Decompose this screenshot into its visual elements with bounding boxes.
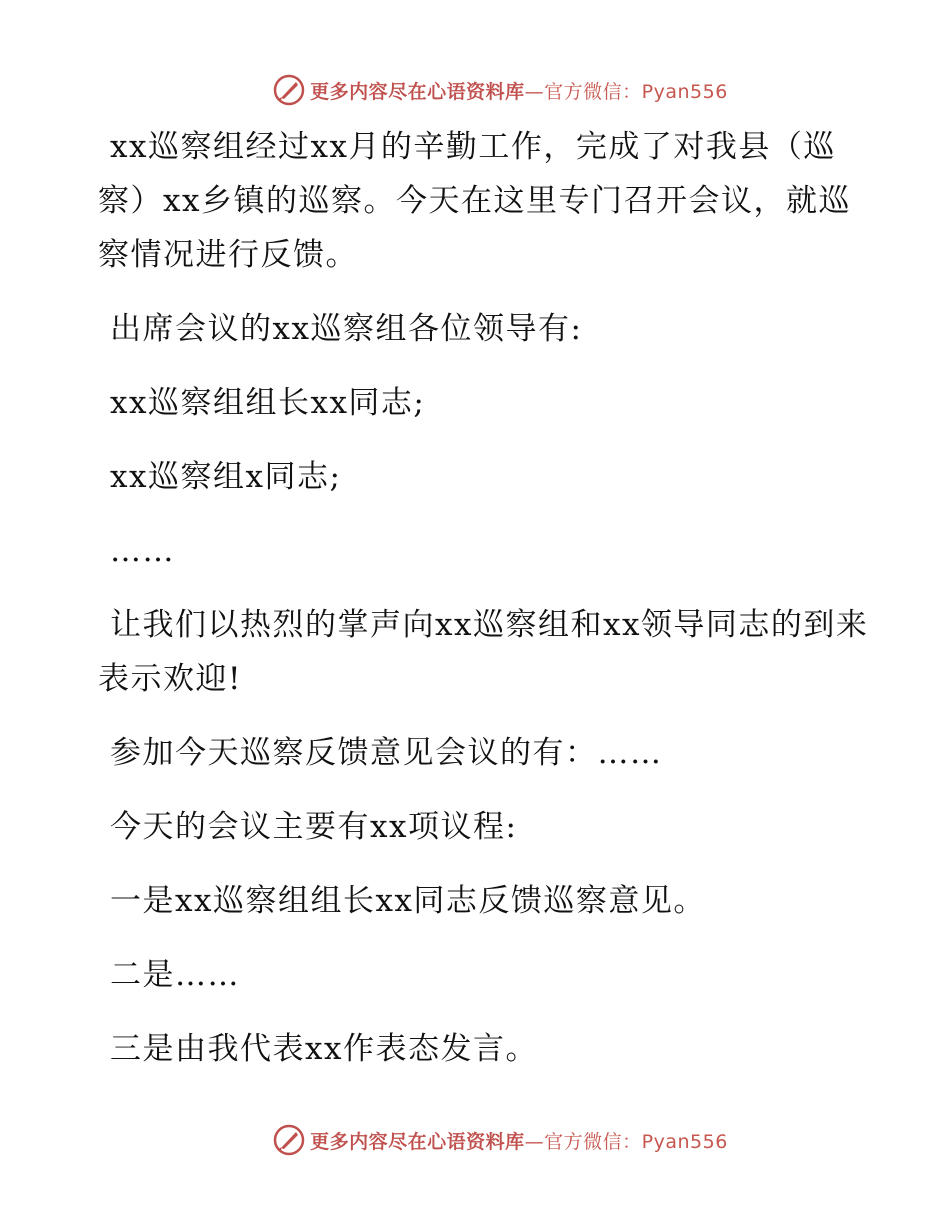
header-brand <box>310 77 728 104</box>
paragraph: 让我们以热烈的掌声向xx巡察组和xx领导同志的到来表示欢迎! <box>98 607 869 697</box>
footer-brand-main: 更多内容尽在心语资料库 <box>310 1130 525 1153</box>
paragraph: 出席会议的xx巡察组各位领导有: <box>110 311 583 347</box>
paragraph: xx巡察组x同志; <box>110 459 342 495</box>
document-body <box>98 120 878 1096</box>
paragraph: …… <box>110 533 175 569</box>
header-brand-tail: —官方微信：Pyan556 <box>524 80 728 103</box>
footer-brand <box>310 1127 728 1154</box>
paragraph: xx巡察组组长xx同志; <box>110 385 426 421</box>
footer-banner <box>0 1120 950 1160</box>
paragraph: xx巡察组经过xx月的辛勤工作，完成了对我县（巡察）xx乡镇的巡察。今天在这里专门召开会议，就巡察情况进行反馈。 <box>98 129 851 273</box>
header-brand-main: 更多内容尽在心语资料库 <box>310 80 525 103</box>
paragraph: 二是…… <box>110 957 240 993</box>
feather-pen-icon <box>272 1123 306 1157</box>
paragraph: 今天的会议主要有xx项议程: <box>110 809 518 845</box>
paragraph: 参加今天巡察反馈意见会议的有：…… <box>110 735 663 771</box>
header-banner <box>0 70 950 110</box>
footer-brand-tail: —官方微信：Pyan556 <box>524 1130 728 1153</box>
paragraph: 三是由我代表xx作表态发言。 <box>110 1031 538 1067</box>
paragraph: 一是xx巡察组组长xx同志反馈巡察意见。 <box>110 883 706 919</box>
feather-pen-icon <box>272 73 306 107</box>
